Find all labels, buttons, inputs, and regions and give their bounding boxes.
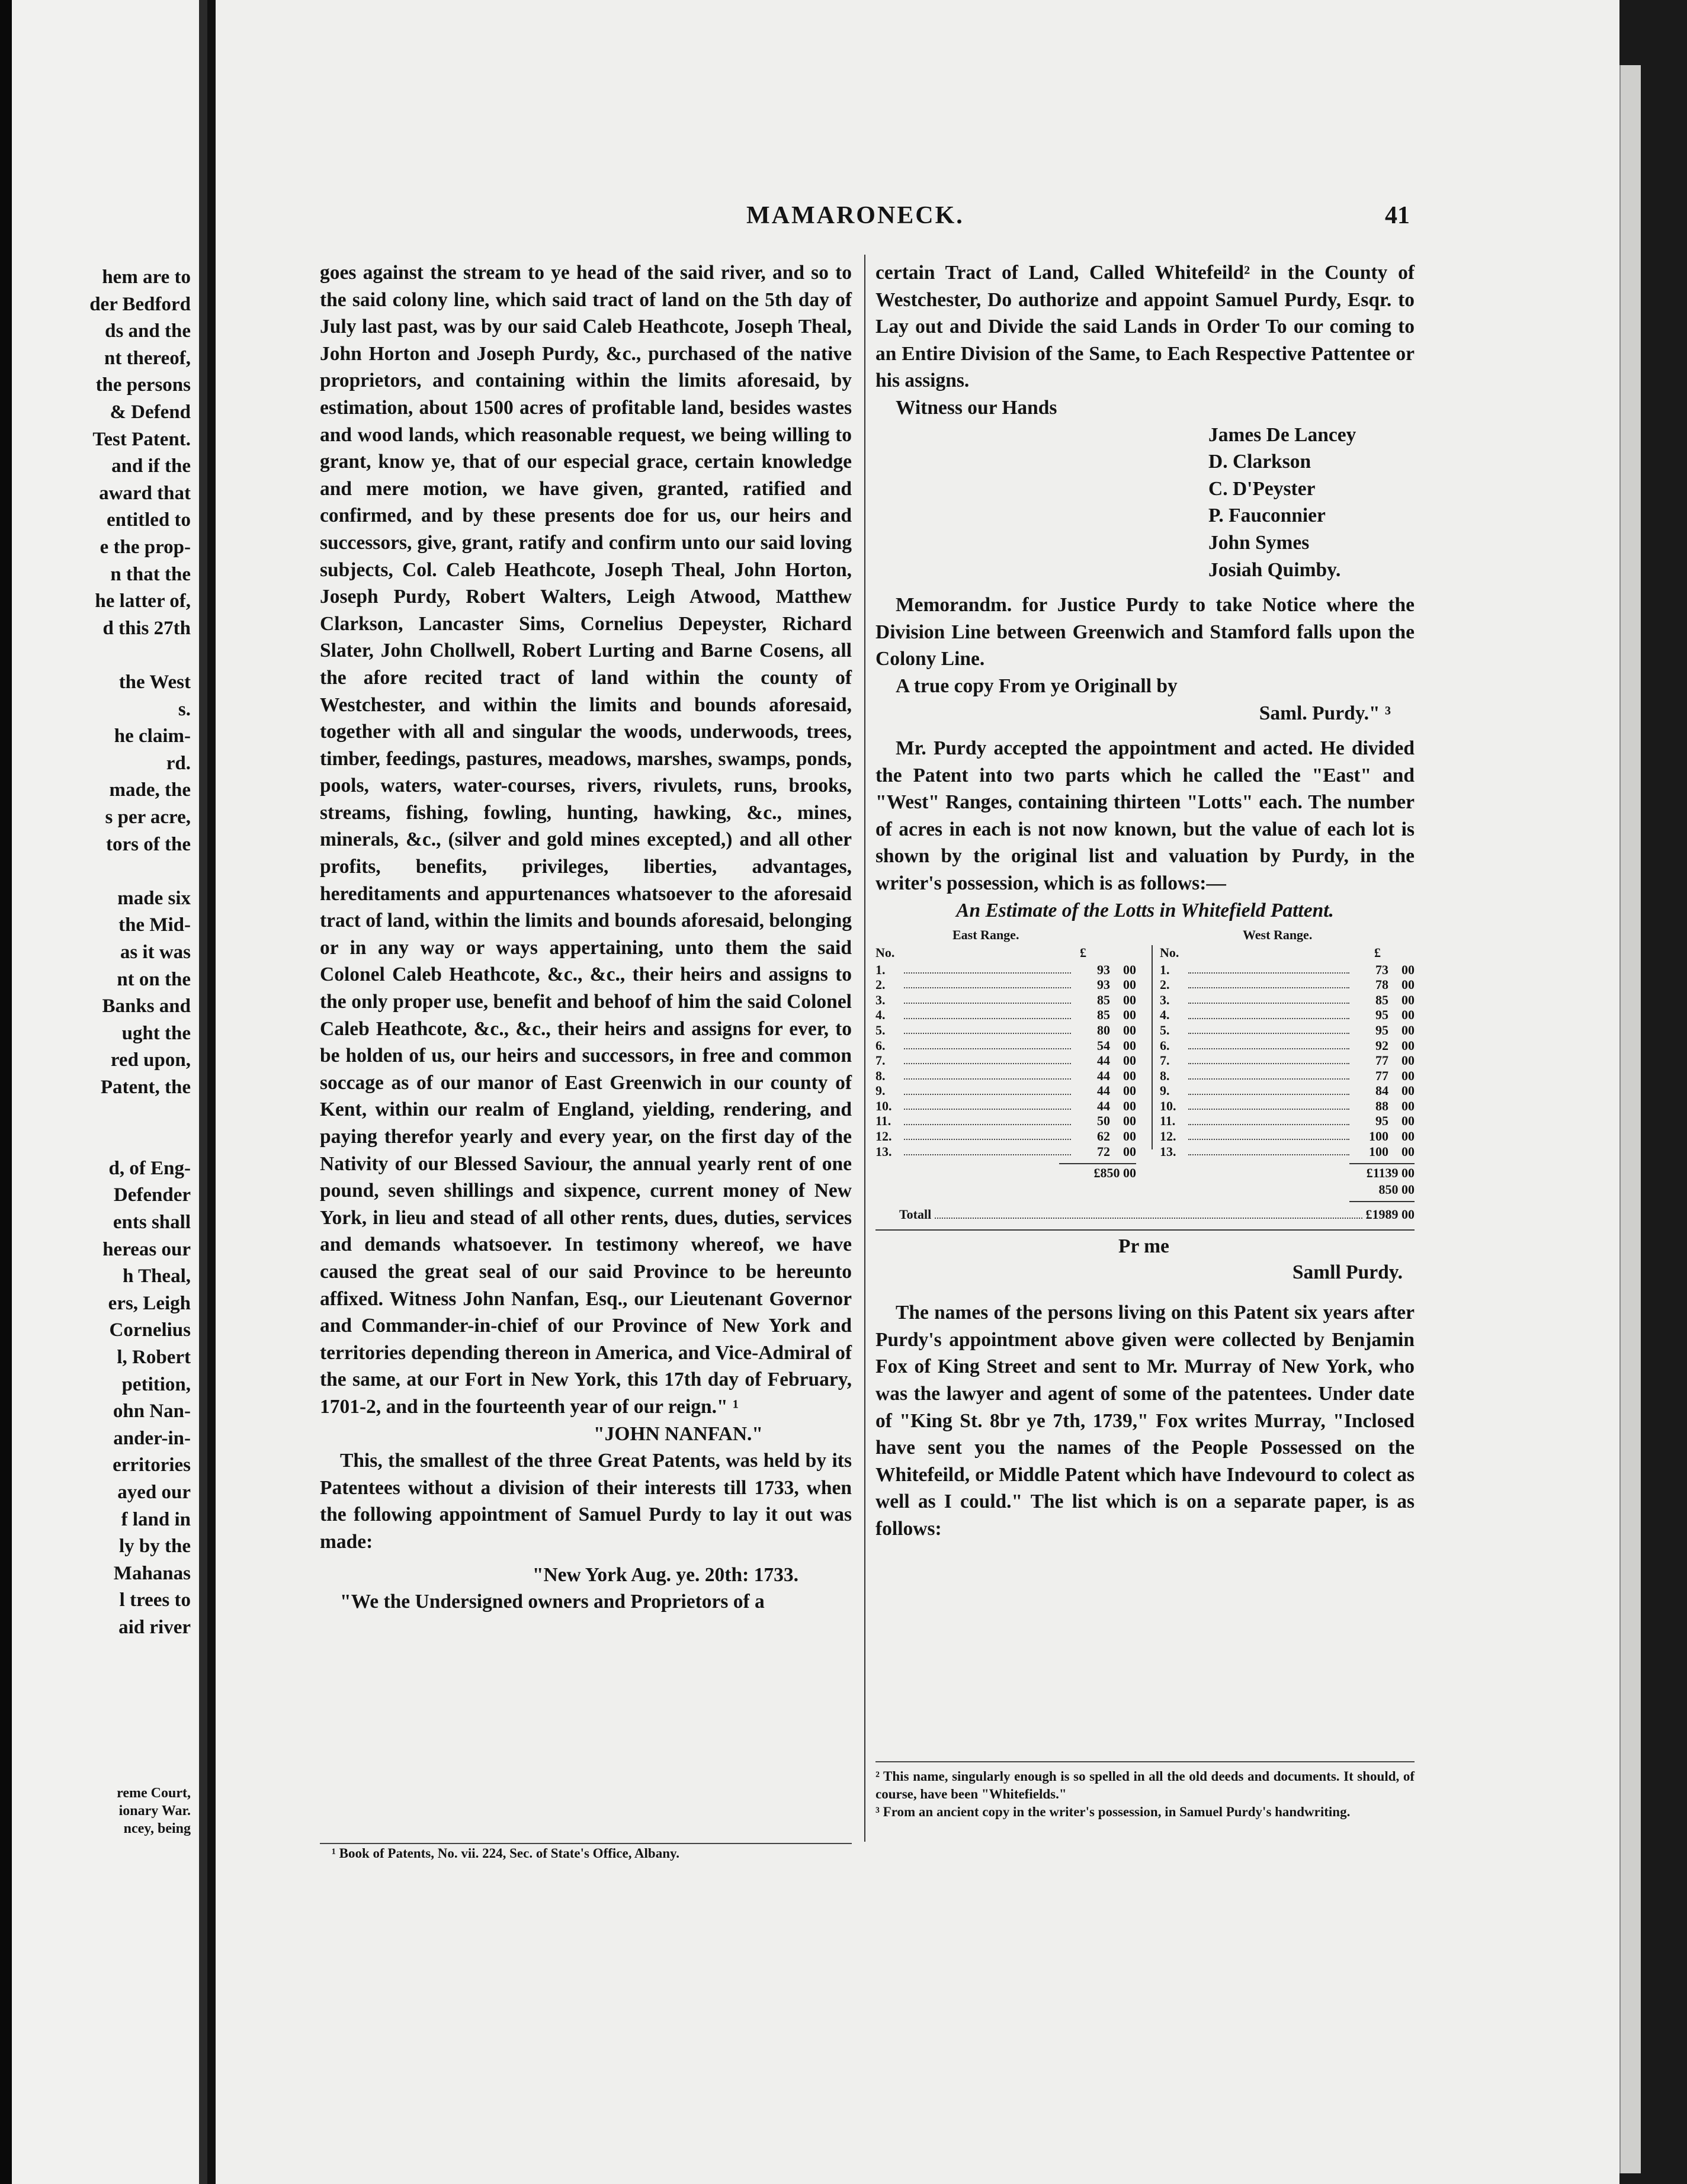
previous-page-footnote: ncey, being: [123, 1821, 191, 1836]
lot-value-pence: 00: [1123, 977, 1136, 993]
lot-row: [875, 1053, 1136, 1068]
lot-number: 10.: [875, 1098, 892, 1113]
east-total-rule: [1059, 1163, 1136, 1164]
dot-leader: [1188, 972, 1349, 974]
lot-row: [1160, 1113, 1415, 1129]
lot-row: [875, 1038, 1136, 1053]
lot-row: [1160, 962, 1415, 977]
lot-row: [1160, 1129, 1415, 1144]
lot-row: [1160, 1144, 1415, 1159]
lot-row: [875, 962, 1136, 977]
right-column: [875, 259, 1415, 1543]
lot-value-pounds: 85: [1097, 1007, 1110, 1023]
lot-number: 2.: [1160, 977, 1170, 993]
lot-value-pence: 00: [1123, 962, 1136, 977]
signer-name: P. Fauconnier: [1208, 505, 1326, 527]
previous-page-line: Cornelius: [109, 1319, 191, 1341]
previous-page-line: ers, Leigh: [108, 1292, 191, 1314]
lot-value-pounds: 88: [1375, 1098, 1388, 1113]
right-footnote-rule: [875, 1761, 1415, 1762]
lot-value-pence: 00: [1123, 1007, 1136, 1023]
lot-value-pounds: 93: [1097, 977, 1110, 993]
lot-number: 4.: [1160, 1007, 1170, 1023]
west-range-column: [1160, 962, 1415, 1159]
east-no-label: No.: [875, 945, 895, 961]
footnote-2: ² This name, singularly enough is so spelled in all the old deeds and documents. It should, of course, have been "Whitefields.": [875, 1769, 1415, 1801]
previous-page-line: l, Robert: [117, 1347, 191, 1368]
lot-value-pounds: 77: [1375, 1068, 1388, 1083]
previous-page-line: d this 27th: [102, 617, 191, 639]
witness-line: Witness our Hands: [896, 396, 1057, 419]
previous-page-footnote: ionary War.: [118, 1803, 191, 1819]
lot-value-pence: 00: [1401, 1098, 1415, 1113]
lot-number: 3.: [1160, 992, 1170, 1007]
east-range-column: [875, 962, 1136, 1159]
column-rule: [864, 255, 865, 1842]
previous-page-line: the West: [118, 672, 191, 693]
lot-value-pence: 00: [1123, 1098, 1136, 1113]
lot-value-pence: 00: [1401, 977, 1415, 993]
previous-page-line: f land in: [121, 1508, 191, 1530]
dot-leader: [1188, 1154, 1349, 1155]
lot-value-pounds: 44: [1097, 1098, 1110, 1113]
east-pound-label: £: [1080, 945, 1086, 961]
dot-leader: [904, 1124, 1071, 1125]
previous-page-line: the persons: [95, 374, 191, 396]
lot-number: 9.: [875, 1083, 886, 1099]
lot-row: [875, 977, 1136, 993]
left-signature: "JOHN NANFAN.": [594, 1422, 763, 1445]
totall-label: Totall: [899, 1207, 932, 1222]
lot-value-pounds: 92: [1375, 1038, 1388, 1053]
dot-leader: [904, 1078, 1071, 1080]
scan-border-left: [0, 0, 12, 2184]
previous-page-line: and if the: [111, 455, 191, 477]
dot-leader: [1188, 1124, 1349, 1125]
lot-value-pounds: 95: [1375, 1022, 1388, 1038]
dot-leader: [904, 1003, 1071, 1004]
previous-page-line: h Theal,: [123, 1266, 191, 1287]
page-gutter: [199, 0, 207, 2184]
previous-page-line: hereas our: [102, 1238, 191, 1260]
previous-page-line: Mahanas: [113, 1562, 191, 1584]
previous-page-line: he claim-: [114, 725, 191, 747]
previous-page-line: Defender: [113, 1184, 191, 1206]
east-total-carried: 850 00: [1378, 1182, 1415, 1197]
previous-page-line: made six: [117, 887, 191, 909]
previous-page-line: d, of Eng-: [108, 1157, 191, 1179]
lots-table: [875, 927, 1415, 1372]
lot-row: [1160, 1053, 1415, 1068]
lot-row: [875, 1129, 1136, 1144]
sam-purdy-signature: Samll Purdy.: [1292, 1261, 1403, 1284]
lot-value-pounds: 100: [1369, 1129, 1388, 1144]
lot-row: [875, 1083, 1136, 1099]
lot-number: 10.: [1160, 1098, 1176, 1113]
dot-leader: [1188, 987, 1349, 988]
lot-value-pence: 00: [1401, 1083, 1415, 1099]
previous-page-line: ds and the: [105, 320, 191, 342]
previous-page-line: ohn Nan-: [113, 1401, 191, 1422]
previous-page-line: red upon,: [110, 1049, 191, 1071]
lot-value-pounds: 50: [1097, 1113, 1110, 1129]
west-total-rule: [1349, 1163, 1415, 1164]
lot-number: 13.: [1160, 1144, 1176, 1159]
lot-value-pence: 00: [1123, 1068, 1136, 1083]
lot-row: [875, 1113, 1136, 1129]
lot-number: 1.: [875, 962, 886, 977]
left-paragraph-2: This, the smallest of the three Great Patents, was held by its Patentees without a division of their interests till 1733, when the following appointment of Samuel Purdy to lay it out was made:: [320, 1450, 852, 1553]
lot-value-pence: 00: [1401, 1129, 1415, 1144]
lot-value-pence: 00: [1401, 1038, 1415, 1053]
lot-row: [875, 1068, 1136, 1083]
lot-value-pence: 00: [1123, 1053, 1136, 1068]
lot-value-pence: 00: [1401, 1144, 1415, 1159]
previous-page-line: ayed our: [117, 1482, 191, 1503]
lot-value-pence: 00: [1123, 992, 1136, 1007]
lot-row: [1160, 1083, 1415, 1099]
lot-row: [1160, 1038, 1415, 1053]
east-total: £850 00: [1093, 1165, 1136, 1181]
grand-total-rule: [1349, 1201, 1415, 1202]
previous-page-line: s per acre,: [105, 807, 191, 828]
dot-leader: [1188, 1094, 1349, 1095]
lot-value-pounds: 44: [1097, 1083, 1110, 1099]
lot-number: 13.: [875, 1144, 892, 1159]
previous-page-line: tors of the: [106, 833, 191, 855]
previous-page-line: petition,: [121, 1373, 191, 1395]
memorandum: Memorandm. for Justice Purdy to take Notice where the Division Line between Greenwich and Stamford falls upon the Colony Line.: [875, 594, 1415, 670]
true-copy-signature: Saml. Purdy." ³: [1259, 702, 1391, 724]
lot-value-pence: 00: [1401, 962, 1415, 977]
signer-name: Josiah Quimby.: [1208, 558, 1341, 581]
lot-value-pence: 00: [1123, 1022, 1136, 1038]
dot-leader: [904, 1139, 1071, 1140]
west-no-label: No.: [1160, 945, 1179, 961]
lot-row: [875, 1007, 1136, 1023]
lot-value-pounds: 95: [1375, 1113, 1388, 1129]
lot-value-pounds: 93: [1097, 962, 1110, 977]
lot-row: [1160, 1023, 1415, 1038]
page-edge-sheet: [1619, 65, 1641, 2173]
lot-value-pounds: 78: [1375, 977, 1388, 993]
previous-page-line: award that: [99, 482, 191, 504]
lot-value-pence: 00: [1123, 1129, 1136, 1144]
dot-leader: [1188, 1109, 1349, 1110]
lot-value-pounds: 95: [1375, 1007, 1388, 1023]
lot-value-pence: 00: [1123, 1083, 1136, 1099]
left-footnote: ¹ Book of Patents, No. vii. 224, Sec. of State's Office, Albany.: [332, 1846, 679, 1861]
lot-value-pounds: 54: [1097, 1038, 1110, 1053]
previous-page-line: n that the: [110, 563, 191, 585]
left-footnote-rule: [320, 1843, 852, 1844]
right-footnotes: [875, 1768, 1415, 1821]
signer-name: John Symes: [1208, 531, 1310, 554]
lot-value-pounds: 62: [1097, 1129, 1110, 1144]
previous-page-fragment: [12, 0, 207, 2184]
dot-leader: [1188, 1033, 1349, 1034]
west-total: £1139 00: [1366, 1165, 1415, 1181]
left-paragraph-3: "We the Undersigned owners and Proprietors of a: [340, 1591, 765, 1613]
lot-row: [1160, 1068, 1415, 1083]
dot-leader: [1188, 1139, 1349, 1140]
previous-page-line: l trees to: [119, 1589, 191, 1611]
previous-page-line: ly by the: [118, 1536, 191, 1557]
lot-value-pounds: 80: [1097, 1022, 1110, 1038]
dot-leader: [904, 1094, 1071, 1095]
lot-value-pence: 00: [1401, 992, 1415, 1007]
dot-leader: [1188, 1018, 1349, 1019]
lot-value-pence: 00: [1123, 1038, 1136, 1053]
lot-value-pounds: 44: [1097, 1068, 1110, 1083]
signer-name: C. D'Peyster: [1208, 477, 1316, 500]
signer-name: D. Clarkson: [1208, 451, 1311, 473]
previous-page-line: Patent, the: [100, 1077, 191, 1098]
lot-number: 6.: [1160, 1038, 1170, 1053]
lot-value-pence: 00: [1401, 1007, 1415, 1023]
lot-value-pence: 00: [1123, 1113, 1136, 1129]
table-column-divider: [1152, 945, 1153, 1149]
lot-value-pence: 00: [1401, 1022, 1415, 1038]
dot-leader: [904, 1063, 1071, 1064]
dot-leader: [904, 1018, 1071, 1019]
lot-value-pounds: 84: [1375, 1083, 1388, 1099]
previous-page-line: ught the: [121, 1022, 191, 1044]
lot-value-pence: 00: [1401, 1068, 1415, 1083]
dot-leader: [1188, 1003, 1349, 1004]
previous-page-line: nt thereof,: [104, 347, 191, 369]
dot-leader: [904, 1154, 1071, 1155]
dot-leader: [1188, 1063, 1349, 1064]
lot-row: [875, 992, 1136, 1007]
running-head: MAMARONECK.: [746, 202, 964, 229]
lot-row: [875, 1144, 1136, 1159]
dot-leader: [1188, 1048, 1349, 1049]
right-paragraph-3: The names of the persons living on this Patent six years after Purdy's appointment above given were collected by Benjamin Fox of King Street and sent to Mr. Murray of New York, who was the lawyer and agent of some of the patentees. Under date of "King St. 8br ye 7th, 1739," Fox writes Murray, "Inclosed have sent you the names of the People Possessed on the Whitefeild, or Middle Patent which have Indevourd to colect as well as I could." The list which is on a separate paper, is as follows:: [875, 1302, 1415, 1540]
left-column: [320, 259, 852, 1615]
right-paragraph-2: Mr. Purdy accepted the appointment and acted. He divided the Patent into two parts which he called the "East" and "West" Ranges, containing thirteen "Lotts" each. The number of acres in each is not now known, but the value of each lot is shown by the original list and valuation by Purdy, in the writer's possession, which is as follows:—: [875, 737, 1415, 895]
lot-number: 7.: [1160, 1053, 1170, 1068]
lot-number: 9.: [1160, 1083, 1170, 1099]
previous-page-line: e the prop-: [100, 537, 191, 558]
previous-page-line: as it was: [120, 942, 191, 963]
lot-row: [1160, 1007, 1415, 1023]
lot-value-pounds: 100: [1369, 1144, 1388, 1159]
previous-page-line: rd.: [166, 752, 191, 774]
lot-number: 3.: [875, 992, 886, 1007]
lot-value-pounds: 85: [1097, 992, 1110, 1007]
lot-value-pounds: 73: [1375, 962, 1388, 977]
previous-page-line: the Mid-: [118, 914, 191, 936]
page-number: 41: [1385, 202, 1410, 229]
lot-value-pounds: 72: [1097, 1144, 1110, 1159]
lot-value-pounds: 77: [1375, 1053, 1388, 1068]
lot-number: 7.: [875, 1053, 886, 1068]
pr-me: Pr me: [1118, 1235, 1169, 1258]
lot-number: 11.: [1160, 1113, 1176, 1129]
dot-leader: [904, 987, 1071, 988]
lot-number: 5.: [1160, 1022, 1170, 1038]
lot-number: 12.: [875, 1129, 892, 1144]
previous-page-line: erritories: [113, 1454, 191, 1476]
lot-number: 8.: [875, 1068, 886, 1083]
previous-page-line: he latter of,: [95, 590, 191, 612]
signer-list: [1208, 422, 1415, 584]
dot-leader: [904, 1109, 1071, 1110]
previous-page-line: hem are to: [102, 266, 191, 288]
lot-number: 6.: [875, 1038, 886, 1053]
page-edge: [1619, 0, 1687, 2184]
lot-number: 11.: [875, 1113, 891, 1129]
previous-page-line: entitled to: [106, 509, 191, 531]
east-range-header: East Range.: [952, 927, 1019, 943]
footnote-3: ³ From an ancient copy in the writer's possession, in Samuel Purdy's handwriting.: [875, 1804, 1351, 1819]
table-bottom-rule: [875, 1229, 1415, 1231]
previous-page-line: nt on the: [117, 968, 191, 990]
lot-row: [1160, 977, 1415, 993]
grand-total-row: [899, 1207, 1415, 1222]
lot-value-pounds: 44: [1097, 1053, 1110, 1068]
lot-number: 8.: [1160, 1068, 1170, 1083]
dot-leader: [1188, 1078, 1349, 1080]
lot-value-pence: 00: [1401, 1053, 1415, 1068]
lot-value-pounds: 85: [1375, 992, 1388, 1007]
west-pound-label: £: [1374, 945, 1381, 961]
previous-page-line: ander-in-: [113, 1427, 191, 1449]
lot-value-pence: 00: [1123, 1144, 1136, 1159]
lot-number: 2.: [875, 977, 886, 993]
dot-leader: [904, 1048, 1071, 1049]
west-range-header: West Range.: [1243, 927, 1313, 943]
previous-page-line: Banks and: [102, 995, 191, 1017]
lot-number: 5.: [875, 1022, 886, 1038]
previous-page-line: made, the: [109, 779, 191, 801]
lot-row: [875, 1023, 1136, 1038]
previous-page-line: ents shall: [113, 1212, 191, 1233]
lot-row: [1160, 992, 1415, 1007]
previous-page-footnote: reme Court,: [117, 1785, 191, 1801]
left-body-text: goes against the stream to ye head of the said river, and so to the said colony line, which said tract of land on the 5th day of July last past, was by our said Caleb Heathcote, Joseph Theal, John Horton and Joseph Purdy, &c., purchased of the native proprietors, and containing within the limits aforesaid, by estimation, about 1500 acres of profitable land, besides wastes and wood lands, which reasonable request, we being willing to grant, know ye, that of our especial grace, certain knowledge and mere motion, we have given, granted, ratified and confirmed, and by these presents doe for us, our heirs and successors, give, grant, ratify and confirm unto our said loving subjects, Col. Caleb Heathcote, Joseph Theal, John Horton, Joseph Purdy, Robert Walters, Leigh Atwood, Matthew Clarkson, Lancaster Sims, Cornelius Depeyster, Richard Slater, John Chollwell, Robert Lurting and Barne Cosens, all the afore recited tract of land within the county of Westchester, and within the limits and bounds aforesaid, together with all and singular the woods, underwoods, trees, timber, feedings, pastures, meadows, marshes, swamps, ponds, pools, waters, water-courses, rivers, rivulets, runs, brooks, streams, fishing, fowling, hunting, hawking, &c., mines, minerals, &c., (silver and gold mines excepted,) and all other profits, benefits, privileges, liberties, advantages, hereditaments and appurtenances whatsoever to the aforesaid tract of land, within the limits and bounds aforesaid, belonging or in any way or ways appertaining, unto them the said Colonel Caleb Heathcote, &c., &c., their heirs and assigns to the only proper use, benefit and behoof of him the said Colonel Caleb Heathcote, &c., &c., their heirs and assigns for ever, to be holden of us, our heirs and successors, in free and common soccage as of our manor of East Greenwich in our county of Kent, within our realm of England, yielding, rendering, and paying therefor yearly and every year, on the first day of the Nativity of our Blessed Saviour, the annual yearly rent of one pound, seven shillings and sixpence, current money of New York, in lieu and stead of all other rents, dues, duties, services and demands whatsoever. In testimony whereof, we have caused the great seal of our said Province to be hereunto affixed. Witness John Nanfan, Esq., our Lieutenant Governor and Commander-in-chief of our Province of New York and territories depending thereon in America, and Vice-Admiral of the same, at our Fort in New York, this 17th day of February, 1701-2, and in the fourteenth year of our reign." ¹: [320, 262, 852, 1418]
previous-page-line: aid river: [118, 1617, 191, 1638]
estimate-title: An Estimate of the Lotts in Whitefield Pattent.: [956, 899, 1334, 921]
lot-number: 1.: [1160, 962, 1170, 977]
lot-row: [1160, 1099, 1415, 1114]
previous-page-line: der Bedford: [89, 293, 191, 315]
previous-page-line: Test Patent.: [92, 428, 191, 450]
lot-value-pence: 00: [1401, 1113, 1415, 1129]
dot-leader: [904, 1033, 1071, 1034]
dot-leader: [904, 972, 1071, 974]
grand-total: £1989 00: [1365, 1207, 1415, 1222]
lot-row: [875, 1099, 1136, 1114]
true-copy-line: A true copy From ye Originall by: [896, 675, 1178, 697]
lot-number: 12.: [1160, 1129, 1176, 1144]
left-dateline: "New York Aug. ye. 20th: 1733.: [532, 1563, 798, 1586]
previous-page-line: s.: [178, 698, 191, 720]
signer-name: James De Lancey: [1208, 423, 1356, 446]
lot-number: 4.: [875, 1007, 886, 1023]
grand-total-leader: [935, 1218, 1362, 1219]
previous-page-line: & Defend: [110, 402, 191, 423]
right-paragraph-1: certain Tract of Land, Called Whitefeild² in the County of Westchester, Do authorize and appoint Samuel Purdy, Esqr. to Lay out and Divide the said Lands in Order To our coming to an Entire Division of the Same, to Each Respective Pattentee or his assigns.: [875, 262, 1415, 392]
